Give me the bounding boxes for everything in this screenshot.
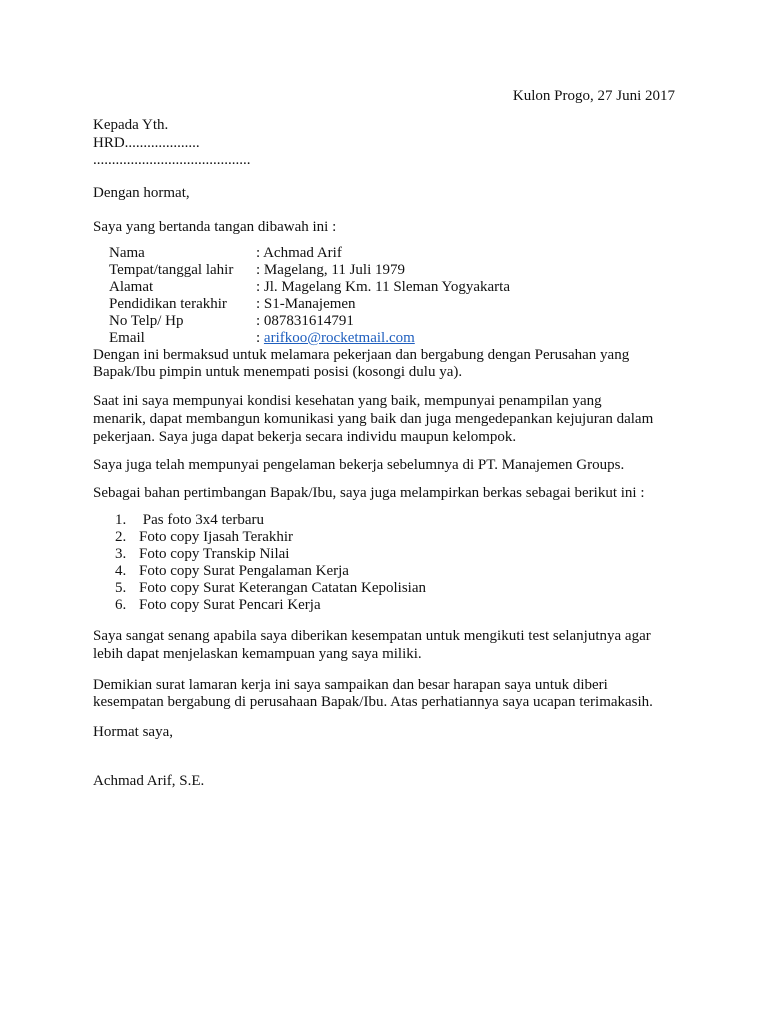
signature-name: Achmad Arif, S.E.: [93, 773, 205, 789]
attachment-number: 6.: [115, 597, 127, 613]
attachment-text: Foto copy Surat Pengalaman Kerja: [139, 563, 349, 579]
intro-text: Saya yang bertanda tangan dibawah ini :: [93, 219, 337, 235]
identity-row-phone: [109, 313, 354, 330]
paragraph-experience: Saya juga telah mempunyai pengelaman bekerja sebelumnya di PT. Manajemen Groups.: [93, 457, 625, 473]
attachment-text: Foto copy Ijasah Terakhir: [139, 529, 294, 545]
attachment-number: 5.: [115, 580, 127, 596]
closing-regards: Hormat saya,: [93, 724, 173, 740]
recipient-hrd: HRD....................: [93, 135, 200, 151]
identity-row-name: [109, 245, 342, 262]
identity-label: No Telp/ Hp: [109, 313, 184, 329]
recipient-salutation: Kepada Yth.: [93, 117, 169, 133]
paragraph-test-line2: lebih dapat menjelaskan kemampuan yang saya miliki.: [93, 646, 422, 662]
paragraph-condition-line2: menarik, dapat membangun komunikasi yang baik dan juga mengedepankan kejujuran dalam: [93, 411, 654, 427]
identity-value: : Magelang, 11 Juli 1979: [256, 262, 406, 278]
attachment-number: 1.: [115, 512, 127, 528]
identity-label: Alamat: [109, 279, 154, 295]
attachment-text: Foto copy Transkip Nilai: [139, 546, 290, 562]
identity-label: Pendidikan terakhir: [109, 296, 227, 312]
identity-value: : Achmad Arif: [256, 245, 342, 261]
attachment-item: [115, 597, 321, 614]
identity-email-prefix: :: [256, 330, 264, 346]
place-date: Kulon Progo, 27 Juni 2017: [512, 88, 675, 104]
paragraph-closing-line1: Demikian surat lamaran kerja ini saya sampaikan dan besar harapan saya untuk diberi: [93, 677, 608, 693]
email-link[interactable]: arifkoo@rocketmail.com: [263, 330, 415, 346]
identity-label: Tempat/tanggal lahir: [109, 262, 234, 278]
greeting: Dengan hormat,: [93, 185, 190, 201]
attachment-item: [115, 563, 349, 580]
attachment-item: [115, 529, 293, 546]
identity-row-birth: [109, 262, 405, 279]
attachment-text: Pas foto 3x4 terbaru: [139, 512, 264, 528]
attachment-number: 4.: [115, 563, 127, 579]
attachment-text: Foto copy Surat Pencari Kerja: [139, 597, 321, 613]
attachment-text: Foto copy Surat Keterangan Catatan Kepolisian: [139, 580, 427, 596]
attachment-number: 3.: [115, 546, 127, 562]
identity-label: Email: [109, 330, 145, 346]
attachment-number: 2.: [115, 529, 127, 545]
identity-value: : S1-Manajemen: [256, 296, 356, 312]
paragraph-attachments-intro: Sebagai bahan pertimbangan Bapak/Ibu, saya juga melampirkan berkas sebagai berikut ini :: [93, 485, 645, 501]
identity-row-address: [109, 279, 510, 296]
recipient-address: ..........................................: [93, 152, 251, 168]
identity-label: Nama: [109, 245, 145, 261]
identity-value: : 087831614791: [256, 313, 354, 329]
identity-row-education: [109, 296, 356, 313]
paragraph-test-line1: Saya sangat senang apabila saya diberikan kesempatan untuk mengikuti test selanjutnya agar: [93, 628, 651, 644]
paragraph-condition-line3: pekerjaan. Saya juga dapat bekerja secara individu maupun kelompok.: [93, 429, 517, 445]
identity-value: : Jl. Magelang Km. 11 Sleman Yogyakarta: [256, 279, 510, 295]
paragraph-closing-line2: kesempatan bergabung di perusahaan Bapak/Ibu. Atas perhatiannya saya ucapan terimakasih.: [93, 694, 653, 710]
attachment-item: [115, 546, 289, 563]
attachment-item: [115, 512, 264, 529]
paragraph-purpose-line2: Bapak/Ibu pimpin untuk menempati posisi (kosongi dulu ya).: [93, 364, 463, 380]
identity-row-email: [109, 330, 415, 347]
paragraph-condition-line1: Saat ini saya mempunyai kondisi kesehatan yang baik, mempunyai penampilan yang: [93, 393, 602, 409]
paragraph-purpose-line1: Dengan ini bermaksud untuk melamara pekerjaan dan bergabung dengan Perusahan yang: [93, 347, 630, 363]
attachment-item: [115, 580, 426, 597]
